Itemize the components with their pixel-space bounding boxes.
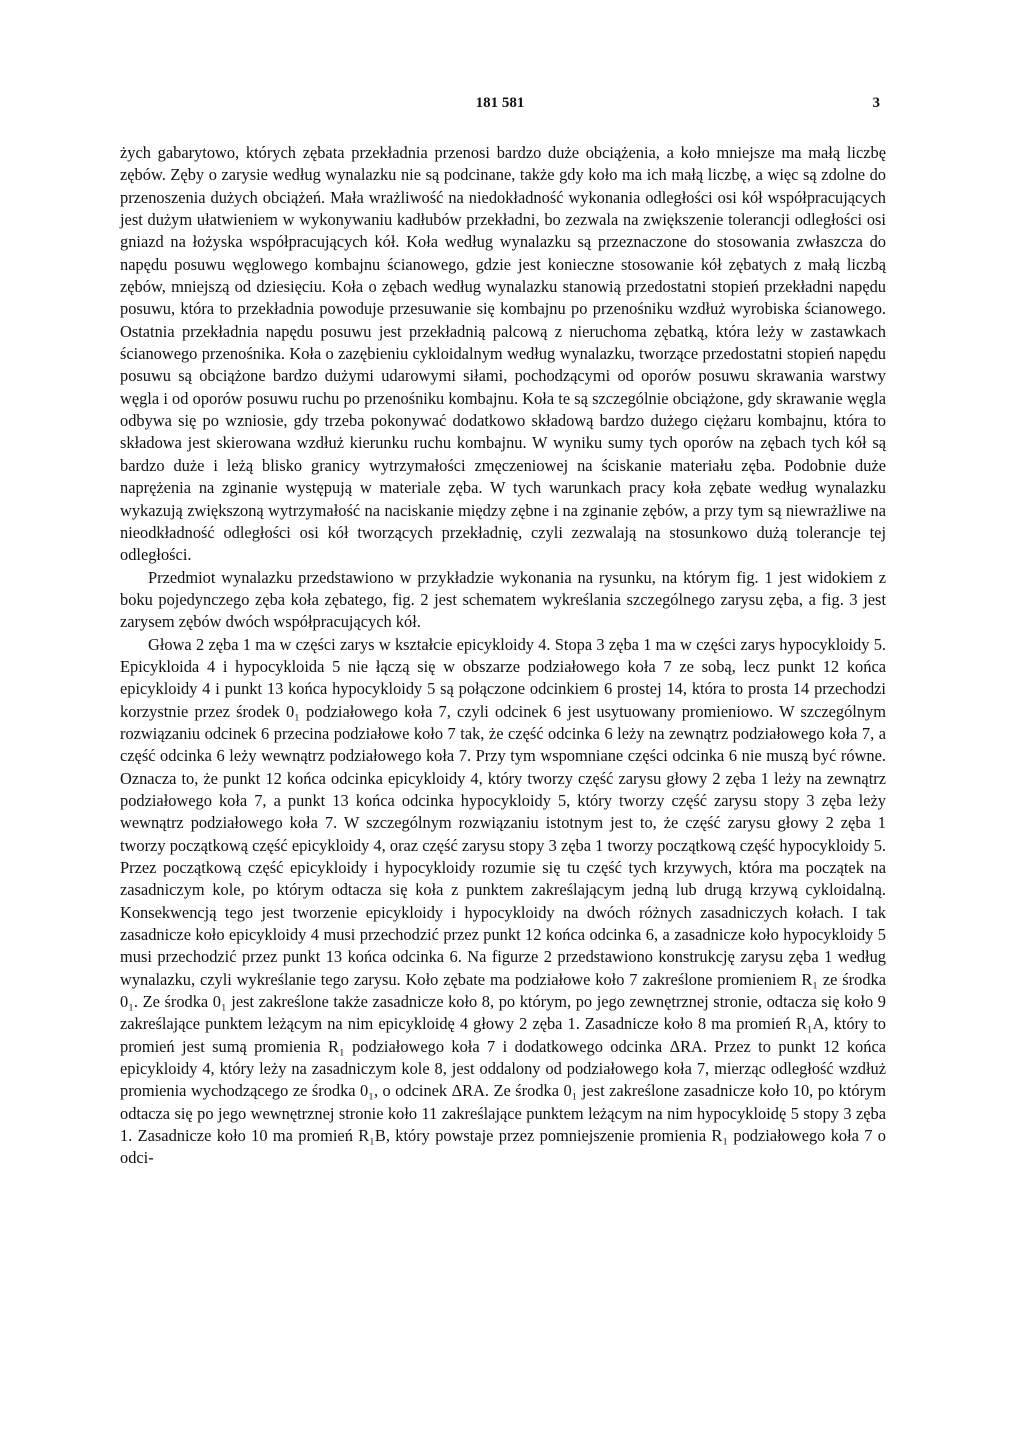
page-number: 3 xyxy=(872,95,880,111)
paragraph: żych gabarytowo, których zębata przekładnia przenosi bardzo duże obciążenia, a koło mniejsze ma małą liczbę zębów. Zęby o zarysie według wynalazku nie są podcinane, także gdy koło ma ich małą liczbę, a więc są zdolne do przenoszenia dużych obciążeń. Mała wrażliwość na niedokładność wykonania odległości osi kół współpracujących jest dużym ułatwieniem w wykonywaniu kadłubów przekładni, bo zezwala na zwiększenie tolerancji odległości osi gniazd na łożyska współpracujących kół. Koła według wynalazku są przeznaczone do stosowania zwłaszcza do napędu posuwu węglowego kombajnu ścianowego, gdzie jest konieczne stosowanie kół zębatych z małą liczbą zębów, mniejszą od dziesięciu. Koła o zębach według wynalazku stanowią przedostatni stopień przekładni napędu posuwu, która to przekładnia powoduje przesuwanie się kombajnu po przenośniku wzdłuż wyrobiska ścianowego. Ostatnia przekładnia napędu posuwu jest przekładnią palcową z nieruchoma zębatką, która leży w zastawkach ścianowego przenośnika. Koła o zazębieniu cykloidalnym według wynalazku, tworzące przedostatni stopień napędu posuwu są obciążone bardzo dużymi udarowymi siłami, pochodzącymi od oporów posuwu skrawania warstwy węgla i od oporów posuwu ruchu po przenośniku kombajnu. Koła te są szczególnie obciążone, gdy skrawanie węgla odbywa się po wzniosie, gdy trzeba pokonywać dodatkowo składową bardzo dużego ciężaru kombajnu, która to składowa jest skierowana wzdłuż kierunku ruchu kombajnu. W wyniku sumy tych oporów na zębach tych kół są bardzo duże i leżą blisko granicy wytrzymałości zmęczeniowej na ściskanie materiału zęba. Podobnie duże naprężenia na zginanie występują w materiale zęba. W tych warunkach pracy koła zębate według wynalazku wykazują zwiększoną wytrzymałość na naciskanie między zębne i na zginanie zębów, a przy tym są niewrażliwe na nieodkładność odległości osi kół tworzących przekładnię, czyli zezwalają na stosunkowo dużą tolerancje tej odległości. xyxy=(120,143,886,565)
page-header xyxy=(120,95,880,119)
paragraph: Głowa 2 zęba 1 ma w części zarys w kształcie epicykloidy 4. Stopa 3 zęba 1 ma w części zarys hypocykloidy 5. Epicykloida 4 i hypocykloida 5 nie łączą się w obszarze podziałowego koła 7 ze sobą, lecz punkt 12 końca epicykloidy 4 i punkt 13 końca hypocykloidy 5 są połączone odcinkiem 6 prostej 14, która to prosta 14 przechodzi korzystnie przez środek 0₁ podziałowego koła 7, czyli odcinek 6 jest usytuowany promieniowo. W szczególnym rozwiązaniu odcinek 6 przecina podziałowe koło 7 tak, że część odcinka 6 leży na zewnątrz podziałowego koła 7, a część odcinka 6 leży wewnątrz podziałowego koła 7. Przy tym wspomniane części odcinka 6 nie muszą być równe. Oznacza to, że punkt 12 końca odcinka epicykloidy 4, który tworzy część zarysu głowy 2 zęba 1 leży na zewnątrz podziałowego koła 7, a punkt 13 końca odcinka hypocykloidy 5, który tworzy część zarysu stopy 3 zęba leży wewnątrz podziałowego koła 7. W szczególnym rozwiązaniu istotnym jest to, że część zarysu głowy 2 zęba 1 tworzy początkową część epicykloidy 4, oraz część zarysu stopy 3 zęba 1 tworzy początkową część hypocykloidy 5. Przez początkową część epicykloidy i hypocykloidy rozumie się tu część tych krzywych, która ma początek na zasadniczym kole, po którym odtacza się koła z punktem zakreślającym jedną lub drugą krzywą cykloidalną. Konsekwencją tego jest tworzenie epicykloidy i hypocykloidy na dwóch różnych zasadniczych kołach. I tak zasadnicze koło epicykloidy 4 musi przechodzić przez punkt 12 końca odcinka 6, a zasadnicze koło hypocykloidy 5 musi przechodzić przez punkt 13 końca odcinka 6. Na figurze 2 przedstawiono konstrukcję zarysu zęba 1 według wynalazku, czyli wykreślanie tego zarysu. Koło zębate ma podziałowe koło 7 zakreślone promieniem R₁ ze środka 0₁. Ze środka 0₁ jest zakreślone także zasadnicze koło 8, po którym, po jego zewnętrznej stronie, odtacza się koło 9 zakreślające punktem leżącym na nim epicykloidę 4 głowy 2 zęba 1. Zasadnicze koło 8 ma promień R₁A, który to promień jest sumą promienia R₁ podziałowego koła 7 i dodatkowego odcinka ΔRA. Przez to punkt 12 końca epicykloidy 4, który leży na zasadniczym kole 8, jest oddalony od podziałowego koła 7, mierząc odległość wzdłuż promienia wychodzącego ze środka 0₁, o odcinek ΔRA. Ze środka 0₁ jest zakreślone zasadnicze koło 10, po którym odtacza się po jego wewnętrznej stronie koło 11 zakreślające punktem leżącym na nim hypocykloidę 5 stopy 3 zęba 1. Zasadnicze koło 10 ma promień R₁B, który powstaje przez pomniejszenie promienia R₁ podziałowego koła 7 o odci- xyxy=(120,634,886,1168)
paragraph: Przedmiot wynalazku przedstawiono w przykładzie wykonania na rysunku, na którym fig. 1 jest widokiem z boku pojedynczego zęba koła zębatego, fig. 2 jest schematem wykreślania szczególnego zarysu zęba, a fig. 3 jest zarysem zębów dwóch współpracujących kół. xyxy=(120,567,886,632)
patent-number: 181 581 xyxy=(475,95,525,111)
body-text xyxy=(120,142,886,1170)
